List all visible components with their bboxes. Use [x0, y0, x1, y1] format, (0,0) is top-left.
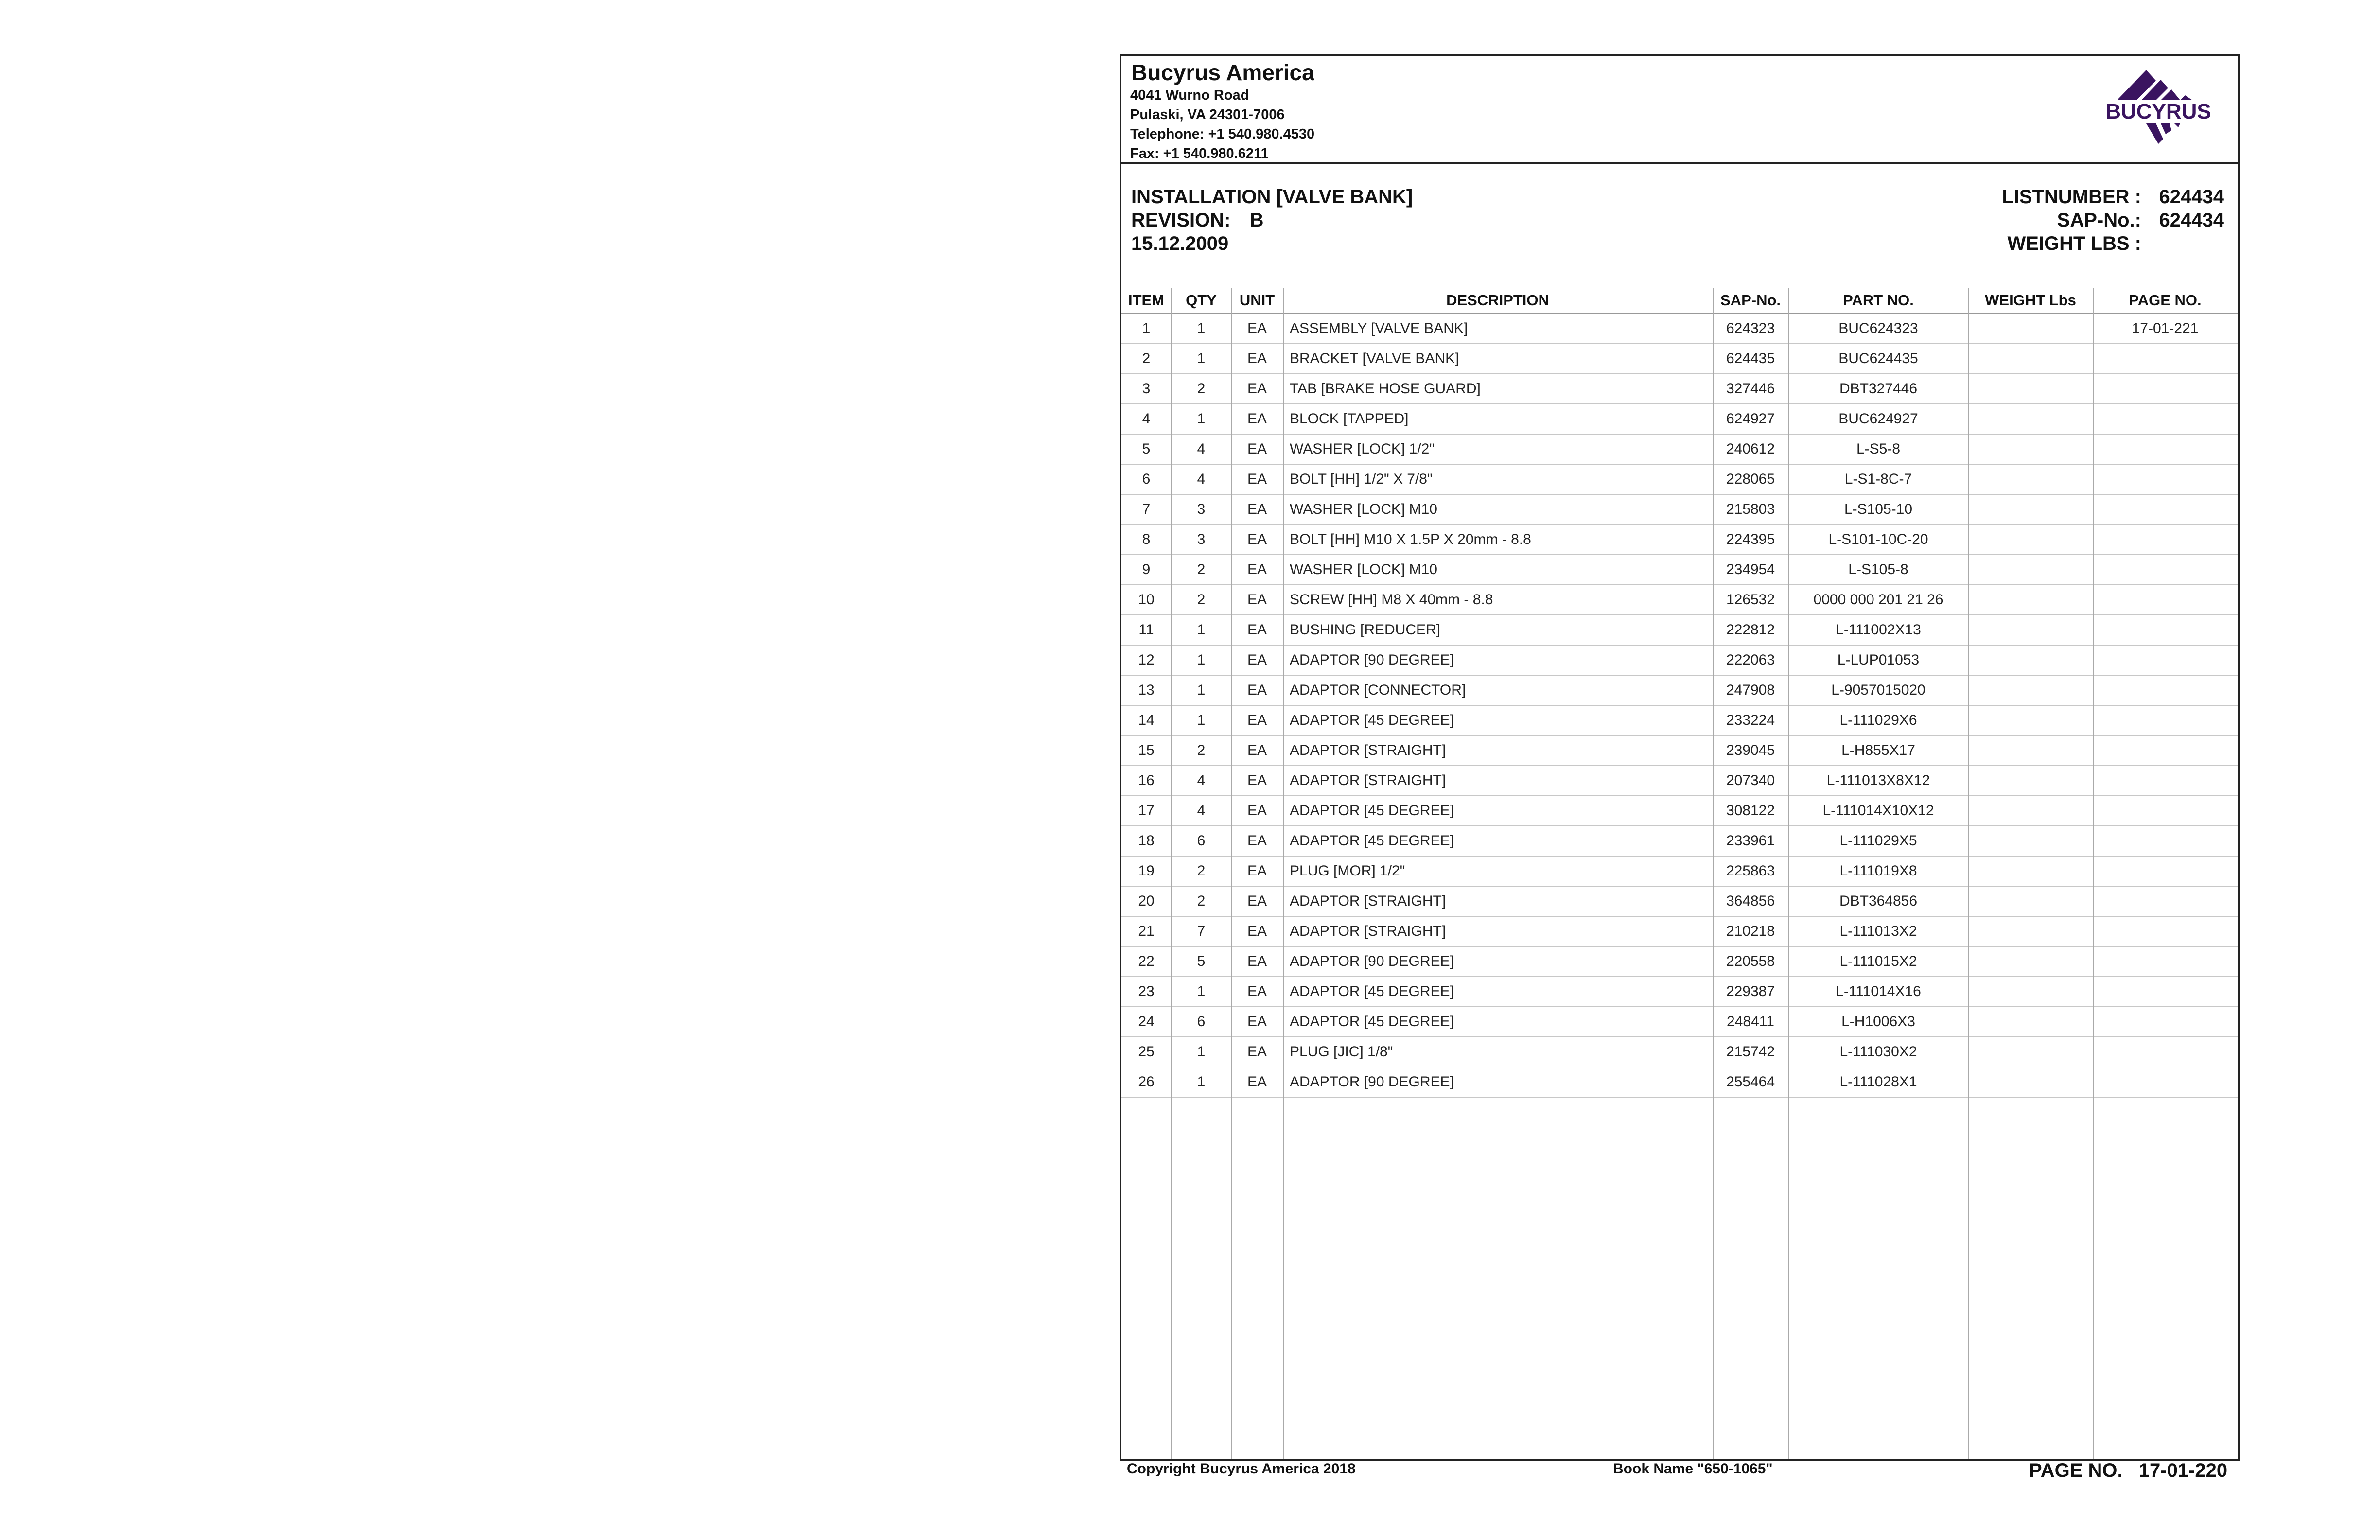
sap-no-cell: 224395: [1713, 525, 1788, 555]
qty-cell: 3: [1171, 525, 1231, 555]
table-row: [1121, 645, 2238, 675]
weight-cell: [1968, 585, 2093, 615]
column-divider: [2093, 288, 2094, 1459]
item-cell: 21: [1121, 916, 1171, 946]
description-cell: TAB [BRAKE HOSE GUARD]: [1283, 374, 1713, 404]
part-no-cell: BUC624435: [1788, 344, 1968, 374]
page-no-cell: [2093, 705, 2238, 735]
description-cell: ADAPTOR [90 DEGREE]: [1283, 946, 1713, 977]
weight-cell: [1968, 826, 2093, 856]
item-cell: 20: [1121, 886, 1171, 916]
sap-no-cell: 126532: [1713, 585, 1788, 615]
page-no-cell: [2093, 374, 2238, 404]
item-cell: 5: [1121, 434, 1171, 464]
company-telephone: Telephone: +1 540.980.4530: [1130, 126, 1315, 142]
weight-cell: [1968, 555, 2093, 585]
unit-cell: EA: [1231, 555, 1283, 585]
item-cell: 3: [1121, 374, 1171, 404]
part-no-cell: L-111030X2: [1788, 1037, 1968, 1067]
description-cell: ASSEMBLY [VALVE BANK]: [1283, 314, 1713, 344]
weight-cell: [1968, 374, 2093, 404]
item-cell: 23: [1121, 977, 1171, 1007]
unit-cell: EA: [1231, 675, 1283, 705]
description-cell: BOLT [HH] 1/2" X 7/8": [1283, 464, 1713, 494]
description-cell: BUSHING [REDUCER]: [1283, 615, 1713, 645]
unit-cell: EA: [1231, 1067, 1283, 1097]
unit-cell: EA: [1231, 344, 1283, 374]
unit-cell: EA: [1231, 826, 1283, 856]
part-no-cell: L-111002X13: [1788, 615, 1968, 645]
item-cell: 6: [1121, 464, 1171, 494]
item-cell: 10: [1121, 585, 1171, 615]
description-cell: ADAPTOR [45 DEGREE]: [1283, 796, 1713, 826]
sap-no-cell: 308122: [1713, 796, 1788, 826]
table-row: [1121, 946, 2238, 977]
part-no-cell: BUC624927: [1788, 404, 1968, 434]
unit-cell: EA: [1231, 766, 1283, 796]
bucyrus-logo: [2088, 66, 2229, 154]
qty-cell: 4: [1171, 796, 1231, 826]
unit-cell: EA: [1231, 404, 1283, 434]
column-divider: [1713, 288, 1714, 1459]
sap-no-cell: 215803: [1713, 494, 1788, 525]
part-no-cell: L-111028X1: [1788, 1067, 1968, 1097]
unit-cell: EA: [1231, 796, 1283, 826]
part-no-cell: L-9057015020: [1788, 675, 1968, 705]
description-cell: ADAPTOR [90 DEGREE]: [1283, 645, 1713, 675]
sap-no-cell: 207340: [1713, 766, 1788, 796]
sap-no-cell: 225863: [1713, 856, 1788, 886]
item-cell: 4: [1121, 404, 1171, 434]
sap-value: 624434: [2159, 210, 2224, 231]
sap-no-cell: 222063: [1713, 645, 1788, 675]
qty-cell: 2: [1171, 856, 1231, 886]
item-cell: 17: [1121, 796, 1171, 826]
column-divider: [1231, 288, 1232, 1459]
part-no-cell: DBT327446: [1788, 374, 1968, 404]
footer-page-label: PAGE NO.: [2029, 1460, 2123, 1481]
sap-no-cell: 364856: [1713, 886, 1788, 916]
qty-cell: 1: [1171, 675, 1231, 705]
qty-cell: 1: [1171, 314, 1231, 344]
column-divider: [1283, 288, 1284, 1459]
weight-cell: [1968, 645, 2093, 675]
header-description: DESCRIPTION: [1283, 288, 1713, 314]
description-cell: ADAPTOR [45 DEGREE]: [1283, 826, 1713, 856]
table-row: [1121, 374, 2238, 404]
part-no-cell: L-H855X17: [1788, 735, 1968, 766]
table-row: [1121, 494, 2238, 525]
qty-cell: 7: [1171, 916, 1231, 946]
weight-cell: [1968, 977, 2093, 1007]
page-no-cell: [2093, 766, 2238, 796]
weight-cell: [1968, 1007, 2093, 1037]
page-no-cell: [2093, 344, 2238, 374]
page-no-cell: [2093, 645, 2238, 675]
page-no-cell: [2093, 1007, 2238, 1037]
company-header: [1121, 56, 2238, 164]
item-cell: 19: [1121, 856, 1171, 886]
weight-cell: [1968, 675, 2093, 705]
description-cell: WASHER [LOCK] M10: [1283, 555, 1713, 585]
page-no-cell: 17-01-221: [2093, 314, 2238, 344]
unit-cell: EA: [1231, 946, 1283, 977]
weight-cell: [1968, 735, 2093, 766]
page-no-cell: [2093, 946, 2238, 977]
revision-value: B: [1249, 210, 1264, 231]
page-no-cell: [2093, 977, 2238, 1007]
page-no-cell: [2093, 735, 2238, 766]
weight-cell: [1968, 856, 2093, 886]
sap-no-cell: 228065: [1713, 464, 1788, 494]
table-row: [1121, 525, 2238, 555]
part-no-cell: L-111029X5: [1788, 826, 1968, 856]
header-page-no: PAGE NO.: [2093, 288, 2238, 314]
unit-cell: EA: [1231, 705, 1283, 735]
part-no-cell: L-111014X10X12: [1788, 796, 1968, 826]
sap-no-cell: 234954: [1713, 555, 1788, 585]
table-row: [1121, 464, 2238, 494]
company-fax: Fax: +1 540.980.6211: [1130, 146, 1269, 161]
qty-cell: 2: [1171, 735, 1231, 766]
table-row: [1121, 826, 2238, 856]
part-no-cell: 0000 000 201 21 26: [1788, 585, 1968, 615]
part-no-cell: L-S105-10: [1788, 494, 1968, 525]
company-address-city: Pulaski, VA 24301-7006: [1130, 107, 1285, 122]
qty-cell: 1: [1171, 615, 1231, 645]
item-cell: 25: [1121, 1037, 1171, 1067]
table-row: [1121, 796, 2238, 826]
description-cell: ADAPTOR [90 DEGREE]: [1283, 1067, 1713, 1097]
description-cell: ADAPTOR [STRAIGHT]: [1283, 916, 1713, 946]
part-no-cell: L-111013X8X12: [1788, 766, 1968, 796]
weight-cell: [1968, 404, 2093, 434]
table-row: [1121, 615, 2238, 645]
part-no-cell: L-S105-8: [1788, 555, 1968, 585]
table-row: [1121, 735, 2238, 766]
sap-no-cell: 327446: [1713, 374, 1788, 404]
item-cell: 1: [1121, 314, 1171, 344]
qty-cell: 6: [1171, 826, 1231, 856]
column-divider: [1788, 288, 1789, 1459]
qty-cell: 2: [1171, 374, 1231, 404]
page-no-cell: [2093, 464, 2238, 494]
qty-cell: 6: [1171, 1007, 1231, 1037]
logo-wordmark: BUCYRUS: [2105, 100, 2211, 123]
sap-no-cell: 624323: [1713, 314, 1788, 344]
weight-label: WEIGHT LBS :: [2007, 233, 2141, 254]
page-no-cell: [2093, 826, 2238, 856]
description-cell: SCREW [HH] M8 X 40mm - 8.8: [1283, 585, 1713, 615]
qty-cell: 4: [1171, 464, 1231, 494]
qty-cell: 4: [1171, 434, 1231, 464]
document-date: 15.12.2009: [1131, 233, 1229, 254]
company-name: Bucyrus America: [1131, 60, 1314, 85]
qty-cell: 1: [1171, 404, 1231, 434]
weight-cell: [1968, 1037, 2093, 1067]
description-cell: BOLT [HH] M10 X 1.5P X 20mm - 8.8: [1283, 525, 1713, 555]
sap-no-cell: 239045: [1713, 735, 1788, 766]
sap-no-cell: 222812: [1713, 615, 1788, 645]
unit-cell: EA: [1231, 916, 1283, 946]
part-no-cell: L-H1006X3: [1788, 1007, 1968, 1037]
qty-cell: 2: [1171, 555, 1231, 585]
table-row: [1121, 886, 2238, 916]
page-no-cell: [2093, 1037, 2238, 1067]
page-no-cell: [2093, 856, 2238, 886]
unit-cell: EA: [1231, 856, 1283, 886]
table-row: [1121, 314, 2238, 344]
weight-cell: [1968, 494, 2093, 525]
part-no-cell: L-S1-8C-7: [1788, 464, 1968, 494]
item-cell: 22: [1121, 946, 1171, 977]
unit-cell: EA: [1231, 434, 1283, 464]
column-divider: [1968, 288, 1969, 1459]
item-cell: 15: [1121, 735, 1171, 766]
header-part-no: PART NO.: [1788, 288, 1968, 314]
part-no-cell: DBT364856: [1788, 886, 1968, 916]
unit-cell: EA: [1231, 977, 1283, 1007]
parts-table-body: [1121, 314, 2238, 1097]
part-no-cell: L-S101-10C-20: [1788, 525, 1968, 555]
page-no-cell: [2093, 555, 2238, 585]
item-cell: 9: [1121, 555, 1171, 585]
table-row: [1121, 705, 2238, 735]
page-no-cell: [2093, 796, 2238, 826]
sap-no-cell: 233224: [1713, 705, 1788, 735]
unit-cell: EA: [1231, 1007, 1283, 1037]
revision-row: [1131, 210, 1264, 231]
description-cell: BRACKET [VALVE BANK]: [1283, 344, 1713, 374]
page-no-cell: [2093, 404, 2238, 434]
weight-cell: [1968, 1067, 2093, 1097]
qty-cell: 1: [1171, 705, 1231, 735]
unit-cell: EA: [1231, 585, 1283, 615]
description-cell: ADAPTOR [STRAIGHT]: [1283, 735, 1713, 766]
item-cell: 2: [1121, 344, 1171, 374]
footer-page-number: [2029, 1460, 2227, 1482]
table-row: [1121, 585, 2238, 615]
qty-cell: 3: [1171, 494, 1231, 525]
weight-cell: [1968, 886, 2093, 916]
page-no-cell: [2093, 615, 2238, 645]
description-cell: ADAPTOR [45 DEGREE]: [1283, 705, 1713, 735]
company-address-street: 4041 Wurno Road: [1130, 88, 1249, 103]
description-cell: ADAPTOR [STRAIGHT]: [1283, 886, 1713, 916]
page-no-cell: [2093, 1067, 2238, 1097]
description-cell: PLUG [MOR] 1/2": [1283, 856, 1713, 886]
description-cell: PLUG [JIC] 1/8": [1283, 1037, 1713, 1067]
description-cell: ADAPTOR [STRAIGHT]: [1283, 766, 1713, 796]
weight-cell: [1968, 344, 2093, 374]
page-no-cell: [2093, 675, 2238, 705]
sap-no-cell: 248411: [1713, 1007, 1788, 1037]
unit-cell: EA: [1231, 735, 1283, 766]
parts-table: [1121, 288, 2238, 1098]
qty-cell: 1: [1171, 645, 1231, 675]
weight-cell: [1968, 916, 2093, 946]
qty-cell: 1: [1171, 1037, 1231, 1067]
sap-no-cell: 233961: [1713, 826, 1788, 856]
qty-cell: 5: [1171, 946, 1231, 977]
part-no-cell: L-S5-8: [1788, 434, 1968, 464]
item-cell: 14: [1121, 705, 1171, 735]
unit-cell: EA: [1231, 886, 1283, 916]
table-row: [1121, 434, 2238, 464]
table-row: [1121, 555, 2238, 585]
header-qty: QTY: [1171, 288, 1231, 314]
table-row: [1121, 675, 2238, 705]
sap-no-cell: 210218: [1713, 916, 1788, 946]
sap-no-cell: 220558: [1713, 946, 1788, 977]
qty-cell: 2: [1171, 585, 1231, 615]
table-row: [1121, 766, 2238, 796]
header-unit: UNIT: [1231, 288, 1283, 314]
item-cell: 7: [1121, 494, 1171, 525]
description-cell: ADAPTOR [CONNECTOR]: [1283, 675, 1713, 705]
part-no-cell: L-111014X16: [1788, 977, 1968, 1007]
page-no-cell: [2093, 434, 2238, 464]
table-header-row: [1121, 288, 2238, 314]
page-no-cell: [2093, 525, 2238, 555]
unit-cell: EA: [1231, 525, 1283, 555]
part-no-cell: L-111029X6: [1788, 705, 1968, 735]
item-cell: 13: [1121, 675, 1171, 705]
part-no-cell: BUC624323: [1788, 314, 1968, 344]
parts-list-sheet: [1120, 54, 2240, 1461]
weight-cell: [1968, 434, 2093, 464]
weight-cell: [1968, 314, 2093, 344]
unit-cell: EA: [1231, 645, 1283, 675]
part-no-cell: L-111019X8: [1788, 856, 1968, 886]
sap-no-cell: 247908: [1713, 675, 1788, 705]
table-row: [1121, 916, 2238, 946]
weight-cell: [1968, 525, 2093, 555]
item-cell: 26: [1121, 1067, 1171, 1097]
sap-no-cell: 240612: [1713, 434, 1788, 464]
document-title-block: [1121, 164, 2238, 254]
sap-no-cell: 624927: [1713, 404, 1788, 434]
unit-cell: EA: [1231, 314, 1283, 344]
description-cell: WASHER [LOCK] 1/2": [1283, 434, 1713, 464]
description-cell: WASHER [LOCK] M10: [1283, 494, 1713, 525]
item-cell: 24: [1121, 1007, 1171, 1037]
table-row: [1121, 1007, 2238, 1037]
sap-no-cell: 229387: [1713, 977, 1788, 1007]
unit-cell: EA: [1231, 615, 1283, 645]
sap-no-cell: 255464: [1713, 1067, 1788, 1097]
part-no-cell: L-111013X2: [1788, 916, 1968, 946]
item-cell: 12: [1121, 645, 1171, 675]
unit-cell: EA: [1231, 464, 1283, 494]
item-cell: 18: [1121, 826, 1171, 856]
qty-cell: 2: [1171, 886, 1231, 916]
item-cell: 8: [1121, 525, 1171, 555]
item-cell: 11: [1121, 615, 1171, 645]
table-row: [1121, 1067, 2238, 1097]
table-row: [1121, 1037, 2238, 1067]
page-no-cell: [2093, 886, 2238, 916]
header-item: ITEM: [1121, 288, 1171, 314]
table-row: [1121, 856, 2238, 886]
unit-cell: EA: [1231, 494, 1283, 525]
copyright-text: Copyright Bucyrus America 2018: [1127, 1461, 1356, 1477]
qty-cell: 1: [1171, 1067, 1231, 1097]
item-cell: 16: [1121, 766, 1171, 796]
page-no-cell: [2093, 494, 2238, 525]
sap-label: SAP-No.:: [2057, 210, 2141, 231]
qty-cell: 1: [1171, 344, 1231, 374]
unit-cell: EA: [1231, 374, 1283, 404]
qty-cell: 4: [1171, 766, 1231, 796]
footer-page-value: 17-01-220: [2138, 1460, 2228, 1481]
page-no-cell: [2093, 585, 2238, 615]
column-divider: [1171, 288, 1172, 1459]
sap-no-cell: 624435: [1713, 344, 1788, 374]
unit-cell: EA: [1231, 1037, 1283, 1067]
part-no-cell: L-LUP01053: [1788, 645, 1968, 675]
document-title: INSTALLATION [VALVE BANK]: [1131, 186, 1413, 208]
description-cell: BLOCK [TAPPED]: [1283, 404, 1713, 434]
table-row: [1121, 404, 2238, 434]
weight-cell: [1968, 796, 2093, 826]
listnumber-label: LISTNUMBER :: [2002, 186, 2141, 208]
weight-cell: [1968, 464, 2093, 494]
header-weight: WEIGHT Lbs: [1968, 288, 2093, 314]
qty-cell: 1: [1171, 977, 1231, 1007]
weight-cell: [1968, 615, 2093, 645]
weight-cell: [1968, 766, 2093, 796]
header-sap-no: SAP-No.: [1713, 288, 1788, 314]
table-row: [1121, 977, 2238, 1007]
description-cell: ADAPTOR [45 DEGREE]: [1283, 977, 1713, 1007]
listnumber-value: 624434: [2159, 186, 2224, 208]
page-no-cell: [2093, 916, 2238, 946]
sap-no-cell: 215742: [1713, 1037, 1788, 1067]
book-name: Book Name "650-1065": [1613, 1461, 1773, 1477]
part-no-cell: L-111015X2: [1788, 946, 1968, 977]
weight-cell: [1968, 705, 2093, 735]
description-cell: ADAPTOR [45 DEGREE]: [1283, 1007, 1713, 1037]
table-row: [1121, 344, 2238, 374]
revision-label: REVISION:: [1131, 210, 1231, 231]
weight-cell: [1968, 946, 2093, 977]
